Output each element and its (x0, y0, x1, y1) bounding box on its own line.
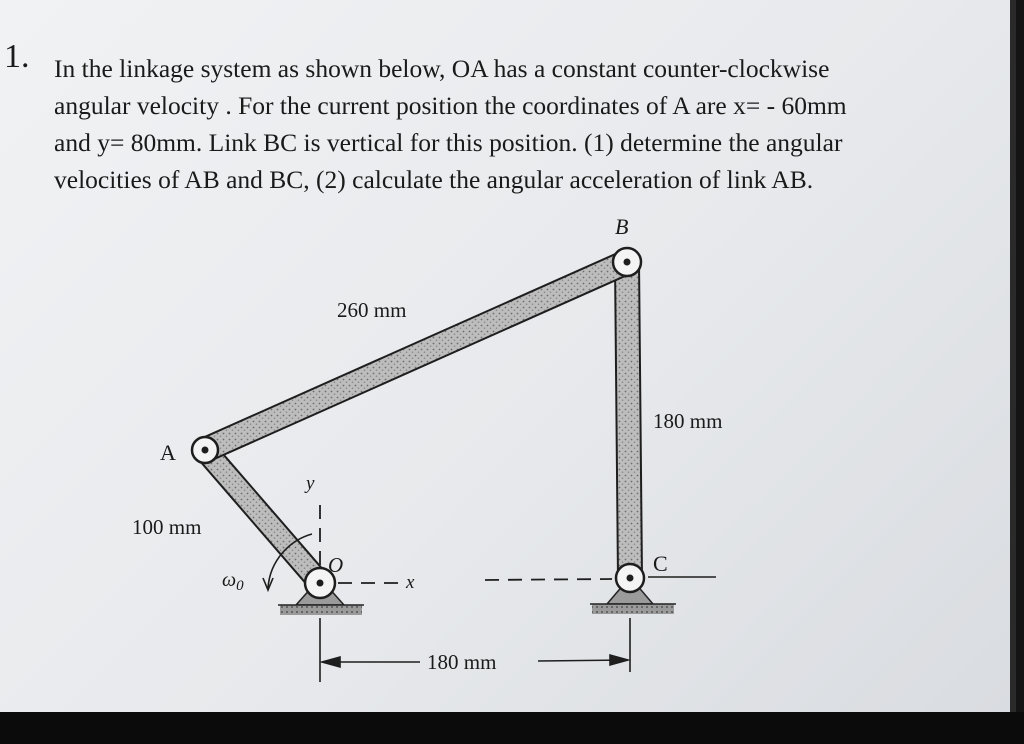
pin-a (192, 437, 218, 463)
label-point-a: A (160, 440, 176, 465)
label-point-b: B (615, 214, 629, 239)
label-omega: $\omega_0$ (222, 569, 244, 594)
monitor-bezel (0, 712, 1024, 744)
problem-line-1: In the linkage system as shown below, OA has a constant counter-clockwise (54, 54, 830, 83)
label-axis-y: y (306, 473, 315, 494)
x-axis (338, 579, 612, 583)
dimension-label-ab: 260 mm (337, 298, 407, 322)
label-point-o: O (328, 553, 344, 577)
pin-c (616, 564, 644, 592)
label-axis-x: x (406, 572, 415, 593)
problem-line-4: velocities of AB and BC, (2) calculate the angular acceleration of link AB. (54, 165, 814, 194)
problem-line-2: angular velocity . For the current position the coordinates of A are x= - 60mm (54, 91, 847, 120)
pin-b (613, 248, 641, 276)
dimension-label-bc: 180 mm (653, 409, 723, 433)
problem-line-3: and y= 80mm. Link BC is vertical for this position. (1) determine the angular (54, 128, 843, 157)
dimension-label-oa: 100 mm (132, 515, 202, 539)
problem-number: 1. (4, 38, 30, 75)
label-point-c: C (653, 551, 668, 576)
dimension-label-oc: 180 mm (427, 650, 497, 674)
